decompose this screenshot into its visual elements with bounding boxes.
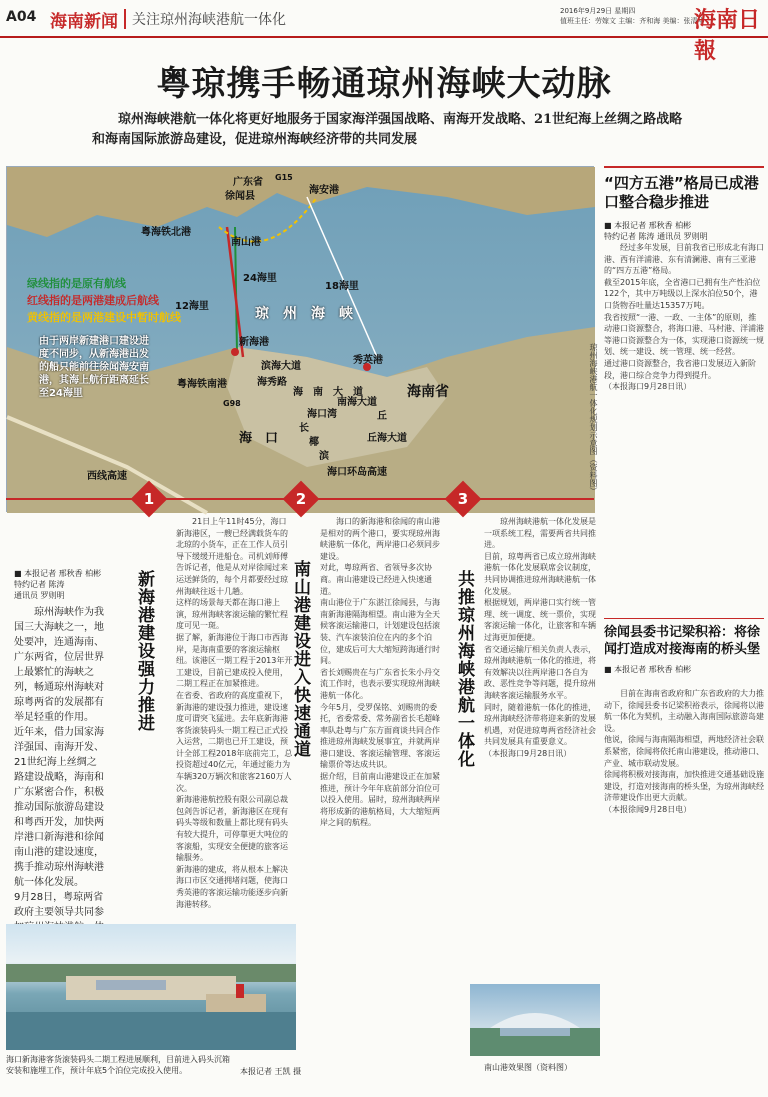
right-article-1-body: 经过多年发展，目前我省已形成北有海口港、西有洋浦港、东有清澜港、南有三亚港的“四方五港”格局。 截至2015年底，全省港口已拥有生产性泊位122个，其中万吨级以上深水泊位50个，港口货物吞吐量达15357万吨。 我省按照“一港、一政、一主体”的原则，推动港口资源整合，将海口港、马村港、洋浦港等港口资源整合为一体，实现港口资源统一规划、统一建设、统一管理、统一经营。 通过港口资源整合，我省港口发展迈入新阶段，港口综合竞争力得到提升。 （本报海口9月28日讯） <box>604 243 764 392</box>
column-name: 关注琼州海峡港航一体化 <box>124 9 286 29</box>
legend-yellow: 黄线指的是两港建设中暂时航线 <box>27 311 181 324</box>
label-xiuying: 秀英港 <box>353 355 383 366</box>
photo-crane <box>236 984 244 998</box>
section-marker-2: 2 <box>283 481 320 518</box>
render-building-roof <box>490 1013 580 1028</box>
right-article-2-byline: ■ 本报记者 邢秋香 柏彬 <box>604 665 692 674</box>
photo-credit: 本报记者 王凯 摄 <box>240 1067 302 1076</box>
legend-green: 绿线指的是原有航线 <box>27 277 126 290</box>
label-18nm: 18海里 <box>325 281 359 292</box>
right-article-2 <box>604 624 764 679</box>
port-construction-photo <box>6 924 296 1050</box>
label-hainan: 海南省 <box>407 384 449 400</box>
section3-title: 共推琼州海峡港航一体化 <box>454 570 474 768</box>
editor-credits: 值班主任：劳嫁文 主编：齐和海 美编：张清华 <box>560 17 705 25</box>
right-top-rule <box>604 166 764 168</box>
label-road-c: 滨 <box>319 451 329 462</box>
label-12nm: 12海里 <box>175 301 209 312</box>
label-haikou-bay: 海口湾 <box>307 409 337 420</box>
label-road-a: 长 <box>299 423 309 434</box>
label-xingang: 新海港 <box>239 337 269 348</box>
nanshan-render <box>470 984 600 1056</box>
render-caption: 南山港效果图（资料图） <box>484 1063 572 1072</box>
label-haikou: 海 口 <box>239 431 279 446</box>
map-note: 由于两岸新建港口建设进度不同步，从新海港出发的船只能前往徐闻海安南港，其海上航行距离延长至24海里 <box>39 336 149 399</box>
section3-body: 琼州海峡港航一体化发展是一项系统工程，需要两省共同推进。 目前，琼粤两省已成立琼州海峡港航一体化发展联席会议制度，共同协调推进琼州海峡港航一体化发展。 根据规划，两岸港口实行统一管理、统一调度、统一票价，实现客滚运输一体化，让旅客和车辆过海更加便捷。 省交通运输厅相关负责人表示，琼州海峡港航一体化的推进，将有效解决以往两岸港口各自为政、恶性竞争等问题，提升琼州海峡客滚运输服务水平。 同时，随着港航一体化的推进，琼州海峡经济带将迎来新的发展机遇，对促进琼粤两省经济社会共同发展具有重要意义。 （本报海口9月28日讯） <box>484 517 596 758</box>
section2-body: 海口的新海港和徐闻的南山港是相对的两个港口，要实现琼州海峡港航一体化，两岸港口必须同步建设。 对此，粤琼两省、省领导多次协商。南山港建设已经进入快速通道。 南山港位于广东湛江徐闻县，与海南新海港隔海相望。南山港为全天候客滚运输港口，计划建设包括滚装、汽车滚装泊位在内的多个泊位，建成后可大大缩短跨海通行时间。 省长刘赐贵在与广东省长朱小丹交流工作时，也表示要实现琼州海峡港航一体化。 今年5月，受罗保铭、刘赐贵的委托，省委常委、常务副省长毛超峰率队赴粤与广东方面商谈共同合作推进琼州海峡发展事宜，并就两岸港口建设、客滚运输管理、客滚运输票价等达成共识。 据介绍，目前南山港建设正在加紧推进，预计今年年底前部分泊位可以投入使用。届时，琼州海峡两岸将形成新的港航格局，大大缩短两岸之间的航程。 <box>320 517 440 828</box>
label-road-b: 椰 <box>309 437 319 448</box>
right-article-1-byline: ■ 本报记者 邢秋香 柏彬 特约记者 陈涛 通讯员 罗则明 <box>604 221 708 241</box>
label-road-j: 丘海大道 <box>367 433 407 444</box>
subtitle: 琼州海峡港航一体化将更好地服务于国家海洋强国战略、南海开发战略、21世纪海上丝绸之路战略和海南国际旅游岛建设，促进琼州海峡经济带的共同发展 <box>92 112 683 147</box>
section-marker-3: 3 <box>445 481 482 518</box>
page-header <box>0 0 768 64</box>
label-road-h: 海秀路 <box>257 377 287 388</box>
label-road-i: 南海大道 <box>337 397 377 408</box>
photo-caption: 海口新海港客货滚装码头二期工程进展顺利，目前进入码头沉箱安装和施埋工作，预计年底5个泊位完成投入使用。 <box>6 1055 230 1075</box>
label-road-f: G98 <box>223 399 241 408</box>
right-article-1-title: “四方五港”格局已成港口整合稳步推进 <box>604 174 759 211</box>
label-road-hainan: 海 南 大 道 <box>293 387 363 398</box>
page-number: A04 <box>6 9 37 25</box>
label-binhai: 滨海大道 <box>261 361 301 372</box>
section1-title: 新海港建设强力推进 <box>134 570 154 732</box>
section1-body: 21日上午11时45分，海口新海港区，一艘已经满载货车的北琼的小货车，正在工作人员引导下缓缓开进船仓。司机刘师傅告诉记者，他是从对岸徐闻过来运送鲜货的，每个月都要经过琼州海峡往返十几趟。 这样的场景每天都在海口港上演，琼州海峡客滚运输的繁忙程度可见一斑。 据了解，新海港位于海口市西海岸，是海南重要的客滚运输枢纽。该港区一期工程于2013年开工建设，目前已建成投入使用，二期工程正在加紧推进。 在省委、省政府的高度重视下，新海港的建设强力推进，建设速度可谓突飞猛进。去年底新海港客货滚装码头一期工程已正式投入运营，二期也已开工建设，预计全部工程2018年底前完工，总投资超过40亿元，年通过能力为车辆320万辆次和旅客2160万人次。 新海港港航控股有限公司副总裁包剑告诉记者，新海港区在现有码头等级和数量上都比现有码头有较大提升，可停靠更大吨位的客滚船，实现安全便捷的旅客运输服务。 新海港的建成，将从根本上解决海口市区交通拥堵问题，使海口秀英港的客滚运输功能逐步向新海港转移。 <box>176 517 293 909</box>
lead-byline: ■ 本报记者 邢秋香 柏彬 特约记者 陈涛 通讯员 罗则明 <box>14 569 102 600</box>
label-yuehaitie-south: 粤海铁南港 <box>177 379 227 390</box>
legend-red: 红线指的是两港建成后航线 <box>27 294 159 307</box>
label-24nm: 24海里 <box>243 273 277 284</box>
right-mid-rule <box>604 618 764 619</box>
headline: 粤琼携手畅通琼州海峡大动脉 <box>156 64 612 104</box>
photo-water <box>6 1012 296 1050</box>
label-road-g: 西线高速 <box>87 471 127 482</box>
label-haian: 海安港 <box>309 185 339 196</box>
render-graphic <box>470 984 600 1056</box>
render-building-base <box>500 1028 570 1036</box>
section-name: 海南新闻 <box>50 12 118 32</box>
label-road-e: 海口环岛高速 <box>327 467 387 478</box>
right-article-2-title: 徐闻县委书记梁积裕：将徐闻打造成对接海南的桥头堡 <box>604 625 761 657</box>
xingang-dot <box>231 348 239 356</box>
issue-meta <box>560 6 710 26</box>
label-guangdong: 广东省 <box>233 177 263 188</box>
photo-graphic <box>6 924 296 1050</box>
label-strait: 琼 州 海 峡 <box>255 306 353 322</box>
newspaper-logo: 海南日報 <box>694 7 761 64</box>
section2-title: 南山港建设进入快速通道 <box>290 560 310 758</box>
label-nanshan: 南山港 <box>231 237 261 248</box>
right-article-1 <box>604 174 764 246</box>
issue-date: 2016年9月29日 星期四 <box>560 7 636 15</box>
map-legend <box>27 275 181 326</box>
label-g15: G15 <box>275 173 293 182</box>
lead-text: 琼州海峡作为我国三大海峡之一，地处要冲，连通海南、广东两省，位居世界上最繁忙的海峡之列，畅通琼州海峡对琼粤两省的发展都有举足轻重的作用。 近年来，借力国家海洋强国、南海开发、21世纪海上丝绸之路建设战略，海南和广东紧密合作，积极推动国际旅游岛建设和粤西开发，加快两岸港口新海港和徐闻南山港的建设速度，携手推动琼州海峡港航一体化发展。 9月28日，粤琼两省政府主要领导共同参 <box>14 607 104 918</box>
section-marker-1: 1 <box>131 481 168 518</box>
label-yuehaitie-north: 粤海铁北港 <box>141 227 191 238</box>
map-credit: 琼州海峡港航一体化规划示意图（资料图） <box>589 343 598 495</box>
label-xuwen: 徐闻县 <box>225 191 255 202</box>
photo-terminal <box>96 980 166 990</box>
right-article-2-body: 目前在海南省政府和广东省政府的大力推动下，徐闻县委书记梁积裕表示，徐闻将以港航一体化为契机，主动融入海南国际旅游岛建设。 他说，徐闻与海南隔海相望，两地经济社会联系紧密，徐闻将依托南山港建设，推动港口、产业、城市联动发展。 徐闻将积极对接海南，加快推进交通基础设施建设，打造对接海南的桥头堡，为琼州海峡经济带建设作出更大贡献。 （本报徐闻9月28日电） <box>604 689 764 814</box>
strait-map <box>6 166 598 512</box>
label-road-d: 丘 <box>377 411 387 422</box>
